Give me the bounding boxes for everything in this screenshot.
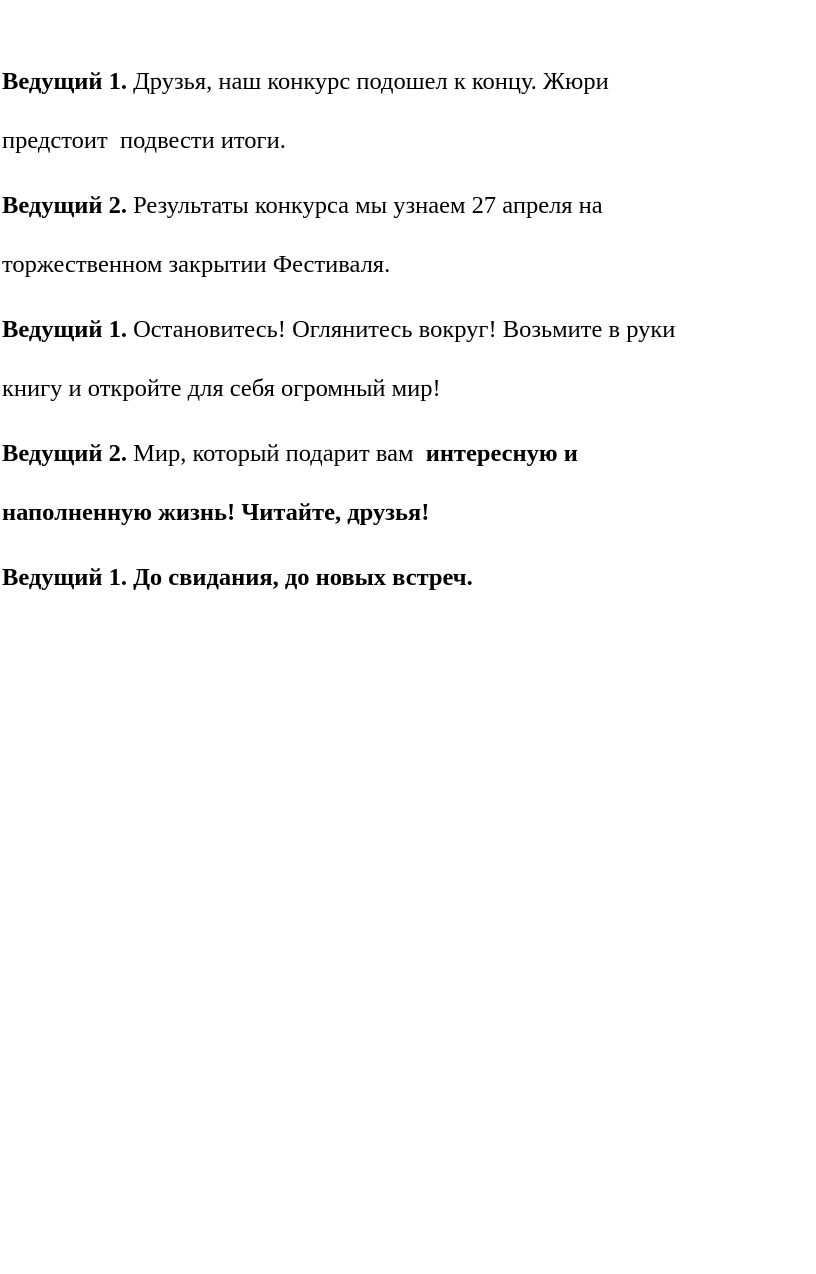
speech-text: Друзья, наш конкурс подошел к концу. Жюри [126,68,609,95]
speech-text: книгу и откройте для себя огромный мир! [2,375,441,402]
speech-text: Остановитесь! Оглянитесь вокруг! Возьмите в руки [126,316,676,343]
speech-text-bold: интересную и [425,440,578,467]
speech-text-bold: До свидания, до новых встреч. [126,564,473,591]
speaker-label: Ведущий 2. [2,440,127,467]
paragraph-1 [2,52,802,170]
speaker-label: Ведущий 1. [2,316,127,343]
speech-text: торжественном закрытии Фестиваля. [2,251,391,278]
paragraph-4 [2,424,802,542]
paragraph-3 [2,300,802,418]
script-text [2,52,802,613]
speech-text: Мир, который подарит вам [126,440,426,467]
speaker-label: Ведущий 2. [2,192,127,219]
paragraph-5 [2,548,802,607]
speech-text: предстоит подвести итоги. [2,127,286,154]
paragraph-2 [2,176,802,294]
speech-text-bold: наполненную жизнь! Читайте, друзья! [2,499,430,526]
speaker-label: Ведущий 1. [2,68,127,95]
speech-text: Результаты конкурса мы узнаем 27 апреля на [126,192,603,219]
speaker-label: Ведущий 1. [2,564,127,591]
